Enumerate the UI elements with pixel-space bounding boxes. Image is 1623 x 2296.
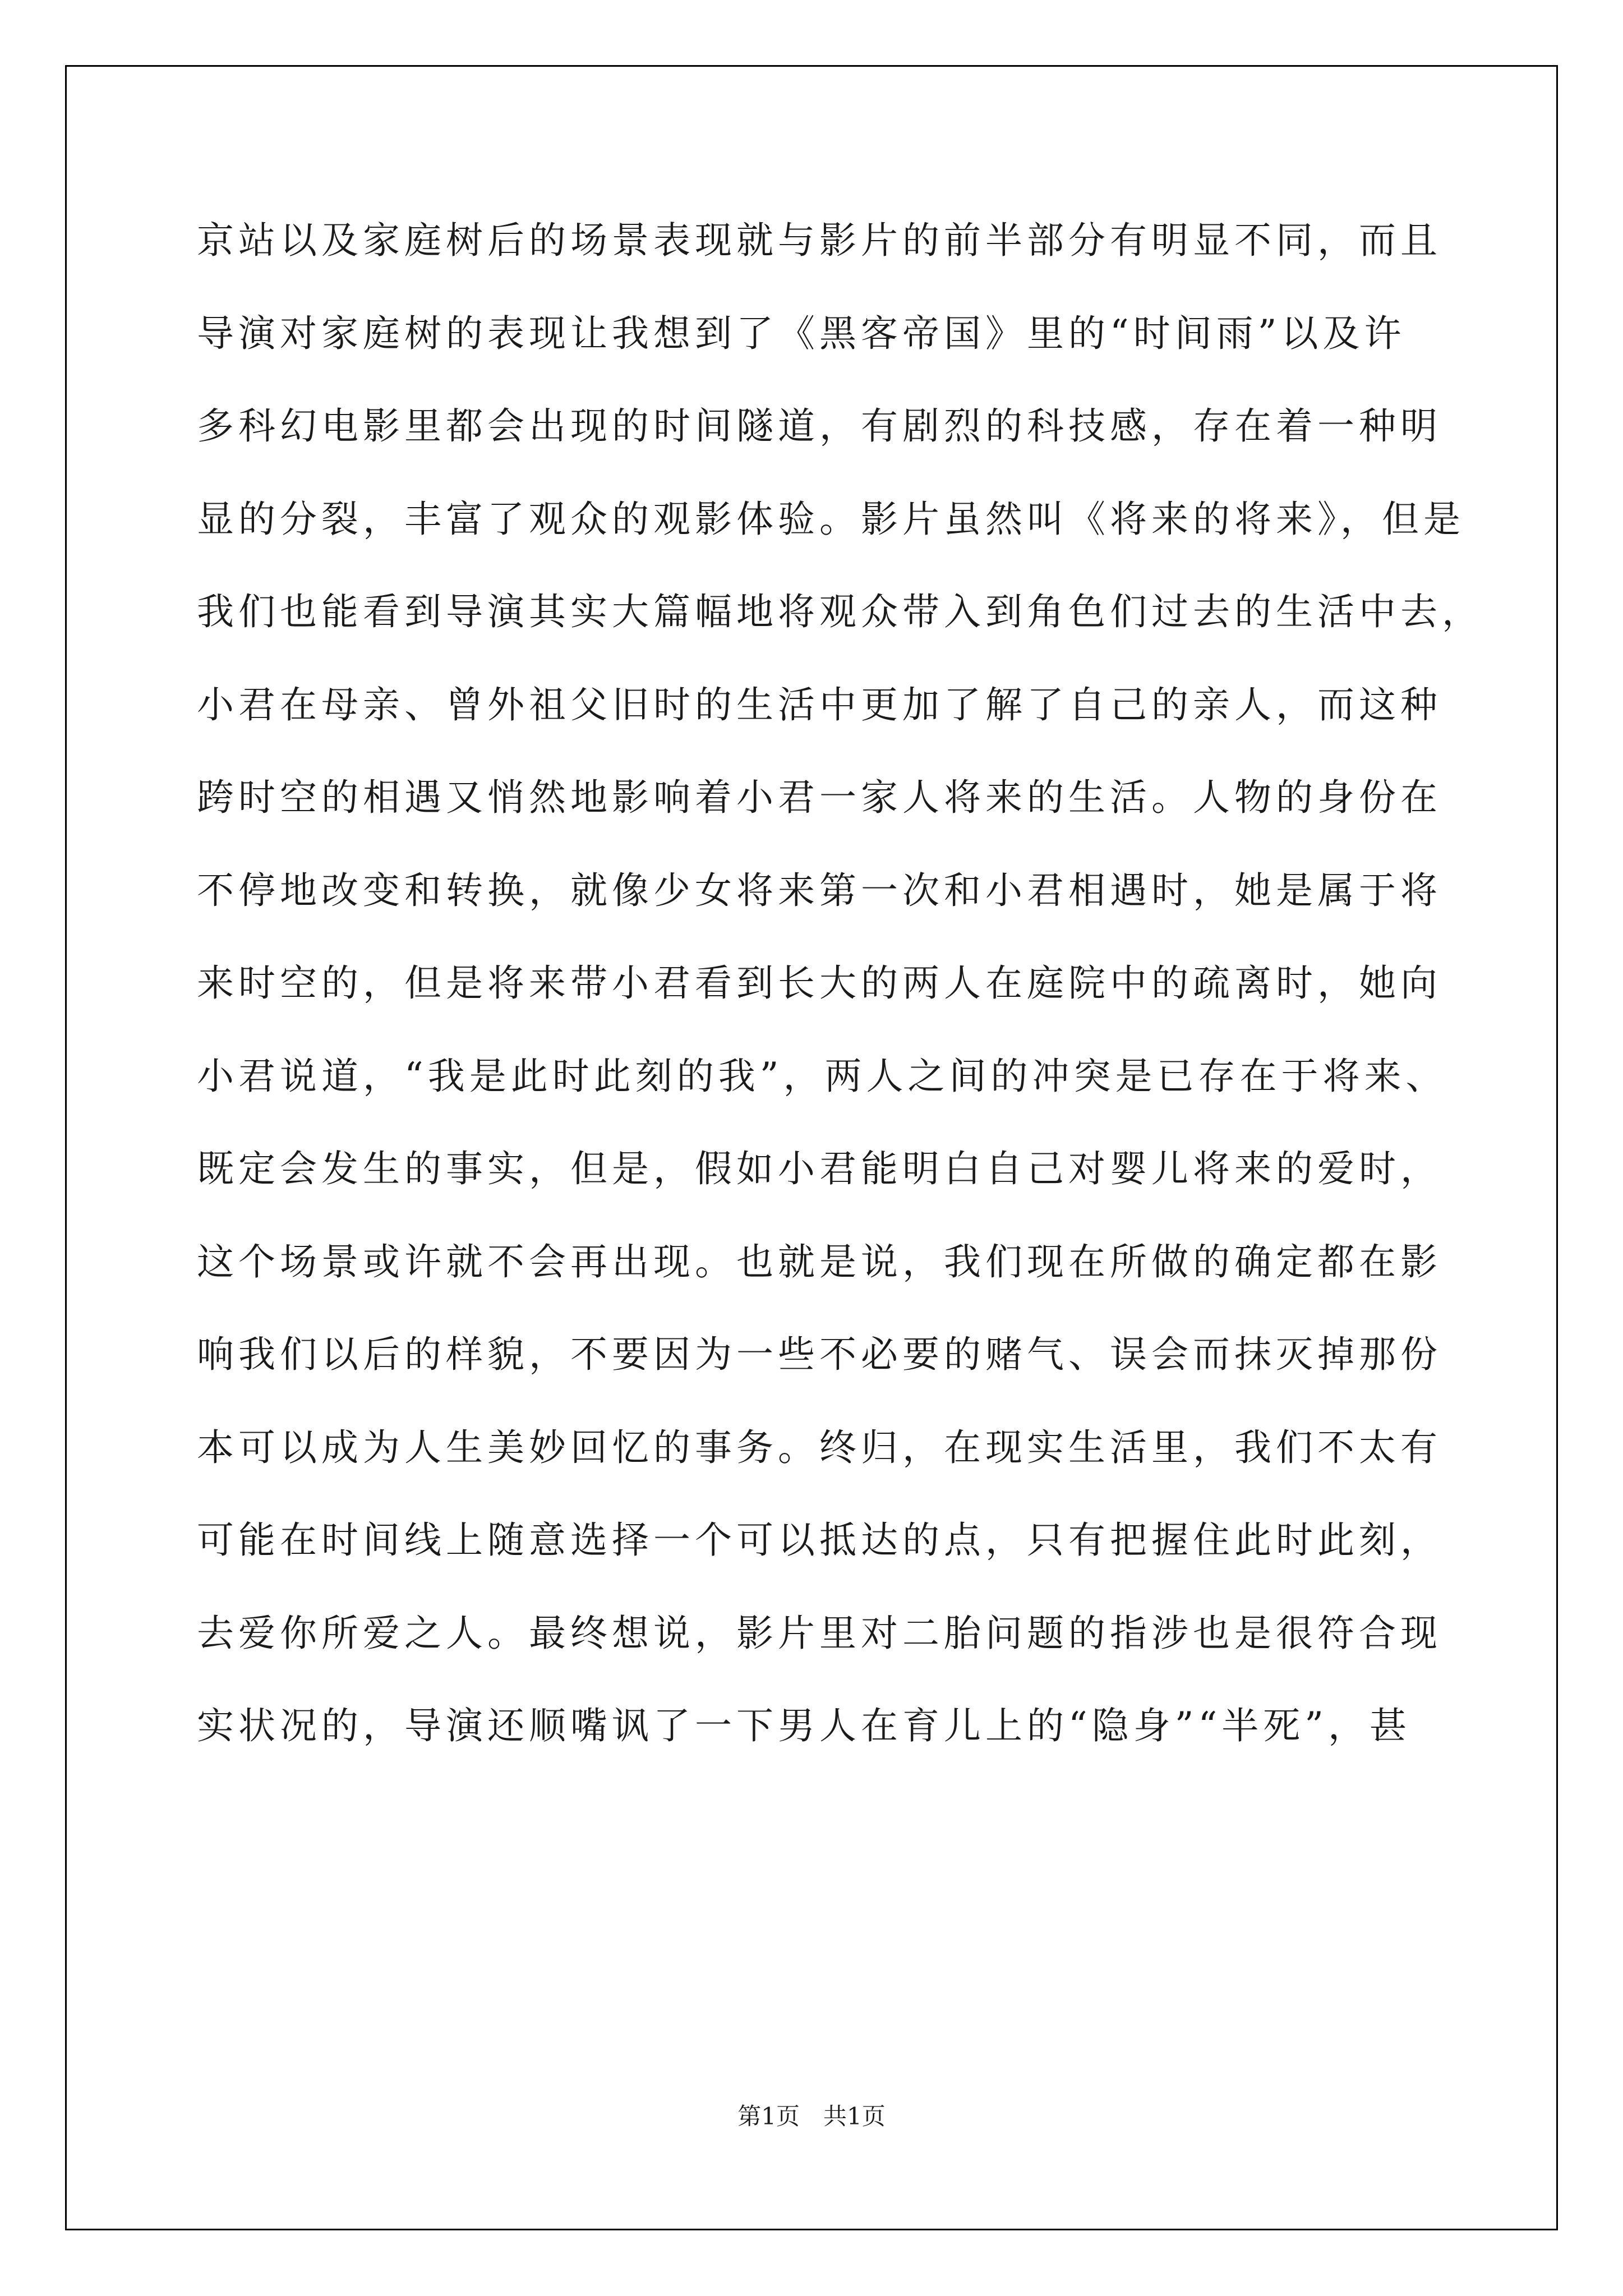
text-line: 这个场景或许就不会再出现。也就是说，我们现在所做的确定都在影 bbox=[197, 1240, 1442, 1283]
page-number-footer: 第1页 共1页 bbox=[737, 2102, 886, 2130]
text-line: 我们也能看到导演其实大篇幅地将观众带入到角色们过去的生活中去， bbox=[197, 590, 1483, 633]
text-line: 多科幻电影里都会出现的时间隧道，有剧烈的科技感，存在着一种明 bbox=[197, 404, 1442, 448]
text-line: 不停地改变和转换，就像少女将来第一次和小君相遇时，她是属于将 bbox=[197, 868, 1442, 912]
text-line: 去爱你所爱之人。最终想说，影片里对二胎问题的指涉也是很符合现 bbox=[197, 1611, 1442, 1655]
text-line: 来时空的，但是将来带小君看到长大的两人在庭院中的疏离时，她向 bbox=[197, 961, 1442, 1005]
body-text bbox=[197, 208, 1483, 1787]
text-line: 本可以成为人生美妙回忆的事务。终归，在现实生活里，我们不太有 bbox=[197, 1425, 1442, 1469]
text-line: 可能在时间线上随意选择一个可以抵达的点，只有把握住此时此刻， bbox=[197, 1519, 1442, 1562]
text-line: 显的分裂，丰富了观众的观影体验。影片虽然叫《将来的将来》，但是 bbox=[197, 497, 1465, 541]
text-line: 既定会发生的事实，但是，假如小君能明白自己对婴儿将来的爱时， bbox=[197, 1147, 1442, 1190]
text-line: 小君说道，“我是此时此刻的我”，两人之间的冲突是已存在于将来、 bbox=[197, 1054, 1447, 1098]
text-line: 京站以及家庭树后的场景表现就与影片的前半部分有明显不同，而且 bbox=[197, 219, 1442, 262]
text-line: 导演对家庭树的表现让我想到了《黑客帝国》里的“时间雨”以及许 bbox=[197, 311, 1406, 355]
text-line: 响我们以后的样貌，不要因为一些不必要的赌气、误会而抹灭掉那份 bbox=[197, 1333, 1442, 1376]
text-line: 跨时空的相遇又悄然地影响着小君一家人将来的生活。人物的身份在 bbox=[197, 776, 1442, 819]
text-line: 小君在母亲、曾外祖父旧时的生活中更加了解了自己的亲人，而这种 bbox=[197, 683, 1442, 726]
text-line: 实状况的，导演还顺嘴讽了一下男人在育儿上的“隐身”“半死”，甚 bbox=[197, 1704, 1411, 1747]
